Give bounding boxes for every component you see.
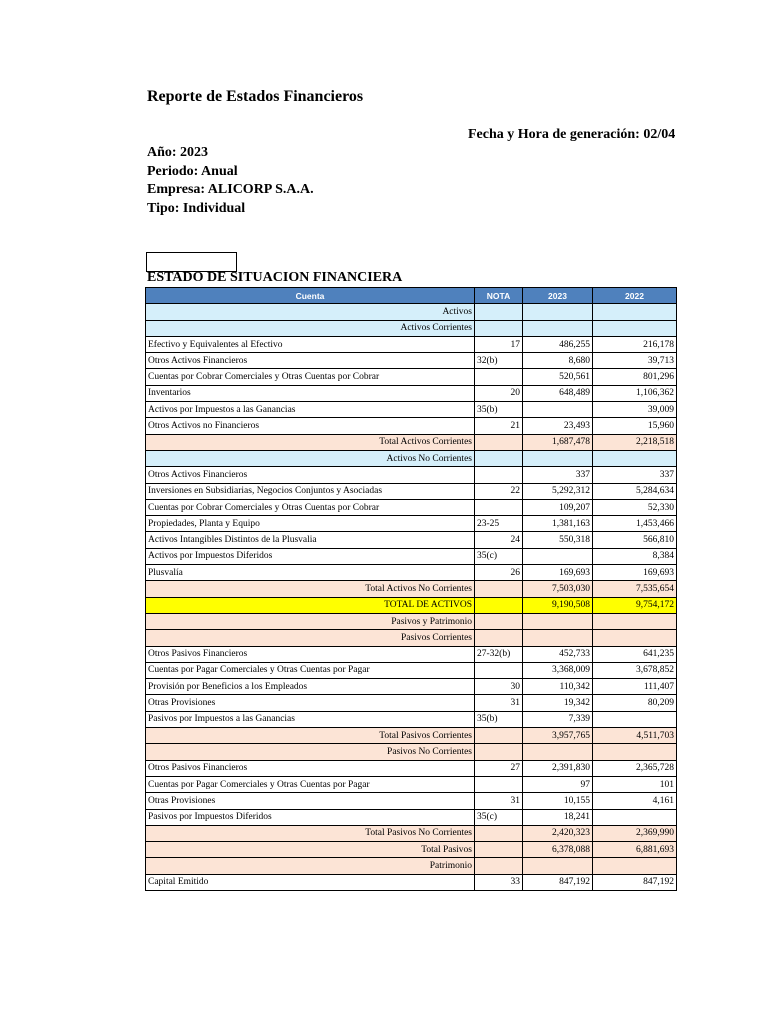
cell-2023: 6,378,088: [523, 842, 593, 858]
cell-2023: 847,192: [523, 874, 593, 890]
cell-nota: [475, 450, 523, 466]
cell-2022: 3,678,852: [593, 662, 677, 678]
cell-2022: 1,453,466: [593, 516, 677, 532]
cell-2022: 39,009: [593, 402, 677, 418]
generation-datetime: Fecha y Hora de generación: 02/04: [468, 127, 676, 142]
cell-2022: 101: [593, 776, 677, 792]
cell-2023: [523, 548, 593, 564]
cell-cuenta: Cuentas por Cobrar Comerciales y Otras Cuentas por Cobrar: [146, 499, 475, 515]
table-row: [146, 858, 677, 874]
table-row: [146, 418, 677, 434]
cell-cuenta: Activos No Corrientes: [146, 450, 475, 466]
cell-cuenta: Total Pasivos: [146, 842, 475, 858]
cell-2023: 486,255: [523, 336, 593, 352]
cell-nota: [475, 728, 523, 744]
table-row: [146, 630, 677, 646]
cell-2022: 566,810: [593, 532, 677, 548]
cell-2023: 110,342: [523, 679, 593, 695]
cell-cuenta: Pasivos por Impuestos Diferidos: [146, 809, 475, 825]
report-type: Tipo: Individual: [147, 200, 246, 216]
cell-2023: [523, 744, 593, 760]
table-row: [146, 320, 677, 336]
table-row: [146, 776, 677, 792]
cell-2023: 5,292,312: [523, 483, 593, 499]
cell-2023: 2,391,830: [523, 760, 593, 776]
cell-2022: [593, 711, 677, 727]
table-row: [146, 336, 677, 352]
cell-2022: 9,754,172: [593, 597, 677, 613]
table-row: [146, 646, 677, 662]
cell-cuenta: Cuentas por Pagar Comerciales y Otras Cuentas por Pagar: [146, 662, 475, 678]
cell-2022: 801,296: [593, 369, 677, 385]
table-row: [146, 353, 677, 369]
cell-cuenta: Otros Activos no Financieros: [146, 418, 475, 434]
cell-cuenta: Capital Emitido: [146, 874, 475, 890]
cell-cuenta: Activos por Impuestos Diferidos: [146, 548, 475, 564]
financial-statement-table: [145, 287, 677, 891]
table-row: [146, 728, 677, 744]
cell-cuenta: Activos por Impuestos a las Ganancias: [146, 402, 475, 418]
cell-2023: 97: [523, 776, 593, 792]
cell-cuenta: Pasivos y Patrimonio: [146, 613, 475, 629]
cell-cuenta: Pasivos por Impuestos a las Ganancias: [146, 711, 475, 727]
cell-2023: 7,339: [523, 711, 593, 727]
cell-cuenta: Total Pasivos No Corrientes: [146, 825, 475, 841]
table-row: [146, 483, 677, 499]
cell-2023: 23,493: [523, 418, 593, 434]
table-row: [146, 825, 677, 841]
cell-cuenta: Total Activos No Corrientes: [146, 581, 475, 597]
header-2023: 2023: [523, 288, 593, 304]
cell-nota: 35(c): [475, 809, 523, 825]
cell-nota: [475, 613, 523, 629]
table-row: [146, 385, 677, 401]
cell-2023: 10,155: [523, 793, 593, 809]
table-row: [146, 809, 677, 825]
cell-nota: [475, 825, 523, 841]
cell-2023: [523, 304, 593, 320]
table-row: [146, 760, 677, 776]
cell-nota: 35(b): [475, 402, 523, 418]
header-cuenta: Cuenta: [146, 288, 475, 304]
cell-cuenta: Cuentas por Pagar Comerciales y Otras Cuentas por Pagar: [146, 776, 475, 792]
cell-nota: 27: [475, 760, 523, 776]
cell-cuenta: Inventarios: [146, 385, 475, 401]
cell-nota: [475, 630, 523, 646]
cell-cuenta: Total Pasivos Corrientes: [146, 728, 475, 744]
report-company: Empresa: ALICORP S.A.A.: [147, 182, 314, 197]
cell-nota: 27-32(b): [475, 646, 523, 662]
cell-nota: [475, 581, 523, 597]
cell-cuenta: Otras Provisiones: [146, 793, 475, 809]
cell-nota: [475, 434, 523, 450]
table-row: [146, 793, 677, 809]
cell-2023: 169,693: [523, 565, 593, 581]
cell-2023: [523, 402, 593, 418]
cell-2023: 2,420,323: [523, 825, 593, 841]
cell-nota: [475, 842, 523, 858]
cell-cuenta: Otros Pasivos Financieros: [146, 760, 475, 776]
table-row: [146, 499, 677, 515]
cell-nota: [475, 662, 523, 678]
table-row: [146, 744, 677, 760]
cell-2023: 7,503,030: [523, 581, 593, 597]
cell-cuenta: Provisión por Beneficios a los Empleados: [146, 679, 475, 695]
cell-2023: 9,190,508: [523, 597, 593, 613]
table-row: [146, 581, 677, 597]
table-row: [146, 467, 677, 483]
cell-nota: 30: [475, 679, 523, 695]
cell-2022: 847,192: [593, 874, 677, 890]
table-body: [146, 304, 677, 891]
cell-nota: 33: [475, 874, 523, 890]
cell-cuenta: Activos Corrientes: [146, 320, 475, 336]
cell-nota: [475, 776, 523, 792]
cell-2022: 2,369,990: [593, 825, 677, 841]
cell-nota: 22: [475, 483, 523, 499]
cell-2022: 5,284,634: [593, 483, 677, 499]
cell-cuenta: Otros Pasivos Financieros: [146, 646, 475, 662]
table-row: [146, 874, 677, 890]
cell-2022: [593, 744, 677, 760]
cell-cuenta: Propiedades, Planta y Equipo: [146, 516, 475, 532]
cell-cuenta: TOTAL DE ACTIVOS: [146, 597, 475, 613]
cell-nota: [475, 597, 523, 613]
cell-nota: 21: [475, 418, 523, 434]
cell-2022: [593, 304, 677, 320]
table-row: [146, 369, 677, 385]
table-row: [146, 565, 677, 581]
cell-2022: 15,960: [593, 418, 677, 434]
header-nota: NOTA: [475, 288, 523, 304]
cell-2023: 3,368,009: [523, 662, 593, 678]
cell-nota: [475, 744, 523, 760]
cell-cuenta: Pasivos No Corrientes: [146, 744, 475, 760]
cell-nota: 35(c): [475, 548, 523, 564]
table-row: [146, 548, 677, 564]
cell-2022: 4,161: [593, 793, 677, 809]
table-row: [146, 532, 677, 548]
cell-2022: 8,384: [593, 548, 677, 564]
cell-2022: 111,407: [593, 679, 677, 695]
cell-2023: [523, 858, 593, 874]
cell-nota: 35(b): [475, 711, 523, 727]
table-row: [146, 842, 677, 858]
cell-2023: 109,207: [523, 499, 593, 515]
cell-cuenta: Patrimonio: [146, 858, 475, 874]
cell-nota: [475, 304, 523, 320]
cell-nota: [475, 499, 523, 515]
cell-nota: [475, 858, 523, 874]
table-header-row: [146, 288, 677, 304]
cell-nota: [475, 369, 523, 385]
statement-title: ESTADO DE SITUACION FINANCIERA: [147, 270, 403, 285]
cell-2023: 8,680: [523, 353, 593, 369]
cell-2023: 337: [523, 467, 593, 483]
cell-nota: 26: [475, 565, 523, 581]
cell-nota: [475, 467, 523, 483]
cell-cuenta: Otros Activos Financieros: [146, 353, 475, 369]
cell-cuenta: Efectivo y Equivalentes al Efectivo: [146, 336, 475, 352]
cell-nota: 20: [475, 385, 523, 401]
cell-2023: 452,733: [523, 646, 593, 662]
cell-nota: 31: [475, 695, 523, 711]
cell-2023: 1,687,478: [523, 434, 593, 450]
cell-cuenta: Cuentas por Cobrar Comerciales y Otras Cuentas por Cobrar: [146, 369, 475, 385]
cell-2022: 7,535,654: [593, 581, 677, 597]
table-row: [146, 662, 677, 678]
table-row: [146, 304, 677, 320]
cell-2022: 6,881,693: [593, 842, 677, 858]
cell-2023: 648,489: [523, 385, 593, 401]
cell-2022: 337: [593, 467, 677, 483]
report-title: Reporte de Estados Financieros: [147, 88, 364, 105]
cell-2023: [523, 630, 593, 646]
cell-2023: [523, 613, 593, 629]
table-row: [146, 711, 677, 727]
table-row: [146, 613, 677, 629]
cell-2022: [593, 630, 677, 646]
report-year: Año: 2023: [147, 145, 209, 160]
cell-2022: [593, 320, 677, 336]
table-row: [146, 695, 677, 711]
cell-cuenta: Otras Provisiones: [146, 695, 475, 711]
table-row: [146, 597, 677, 613]
table-row: [146, 402, 677, 418]
cell-2022: 169,693: [593, 565, 677, 581]
cell-nota: 17: [475, 336, 523, 352]
cell-2022: 641,235: [593, 646, 677, 662]
cell-2023: 550,318: [523, 532, 593, 548]
cell-2023: 19,342: [523, 695, 593, 711]
cell-2023: 18,241: [523, 809, 593, 825]
cell-2022: 4,511,703: [593, 728, 677, 744]
cell-nota: 32(b): [475, 353, 523, 369]
cell-cuenta: Total Activos Corrientes: [146, 434, 475, 450]
cell-cuenta: Plusvalía: [146, 565, 475, 581]
cell-nota: 31: [475, 793, 523, 809]
cell-2022: [593, 450, 677, 466]
cell-2022: [593, 858, 677, 874]
cell-2022: 52,330: [593, 499, 677, 515]
cell-nota: 23-25: [475, 516, 523, 532]
cell-cuenta: Activos Intangibles Distintos de la Plusvalia: [146, 532, 475, 548]
cell-2023: 1,381,163: [523, 516, 593, 532]
cell-2022: [593, 809, 677, 825]
cell-2022: 39,713: [593, 353, 677, 369]
cell-2022: 2,218,518: [593, 434, 677, 450]
cell-cuenta: Activos: [146, 304, 475, 320]
table-row: [146, 450, 677, 466]
cell-nota: 24: [475, 532, 523, 548]
cell-2022: 216,178: [593, 336, 677, 352]
cell-2022: 2,365,728: [593, 760, 677, 776]
report-period: Periodo: Anual: [147, 163, 238, 179]
cell-2023: [523, 450, 593, 466]
empty-cell-box: [146, 252, 237, 272]
cell-cuenta: Inversiones en Subsidiarias, Negocios Conjuntos y Asociadas: [146, 483, 475, 499]
header-2022: 2022: [593, 288, 677, 304]
table-row: [146, 434, 677, 450]
cell-2023: [523, 320, 593, 336]
cell-2022: [593, 613, 677, 629]
cell-2022: 80,209: [593, 695, 677, 711]
cell-2022: 1,106,362: [593, 385, 677, 401]
cell-cuenta: Pasivos Corrientes: [146, 630, 475, 646]
cell-2023: 520,561: [523, 369, 593, 385]
cell-cuenta: Otros Activos Financieros: [146, 467, 475, 483]
cell-nota: [475, 320, 523, 336]
report-metadata: [147, 144, 314, 218]
table-row: [146, 679, 677, 695]
table-row: [146, 516, 677, 532]
cell-2023: 3,957,765: [523, 728, 593, 744]
